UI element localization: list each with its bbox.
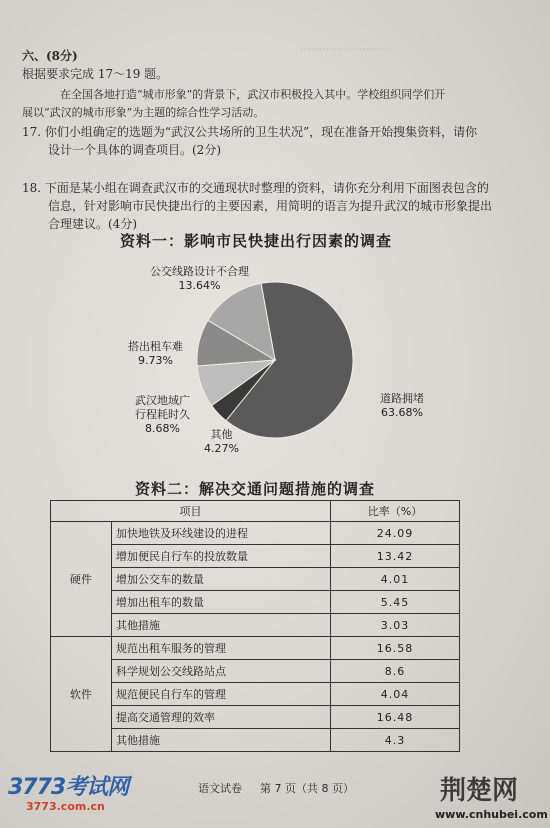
pie-label-bus-name: 公交线路设计不合理 — [150, 265, 249, 278]
table-header-row — [51, 501, 460, 522]
section-intro: 根据要求完成 17～19 题。 — [22, 67, 169, 81]
row-rate: 4.01 — [331, 568, 460, 591]
col-header-item: 项目 — [51, 501, 331, 522]
category-hardware: 硬件 — [51, 522, 112, 637]
table-title: 资料二：解决交通问题措施的调查 — [135, 480, 376, 498]
table-row — [51, 568, 460, 591]
row-item: 其他措施 — [112, 729, 331, 752]
watermark-logo-left: 3773考试网 — [8, 775, 129, 800]
row-rate: 3.03 — [331, 614, 460, 637]
pie-label-roads-name: 道路拥堵 — [380, 392, 424, 405]
question-18-line-3: 合理建议。(4分) — [48, 217, 137, 231]
pie-label-bus — [150, 265, 249, 293]
pie-label-wide — [135, 394, 190, 436]
question-18-line-2: 信息，针对影响市民快捷出行的主要因素，用简明的语言为提升武汉的城市形象提出 — [48, 199, 493, 213]
row-item: 增加便民自行车的投放数量 — [112, 545, 331, 568]
pie-label-bus-value: 13.64% — [178, 279, 221, 292]
row-item: 增加出租车的数量 — [112, 591, 331, 614]
row-item: 其他措施 — [112, 614, 331, 637]
row-rate: 16.58 — [331, 637, 460, 660]
row-rate: 13.42 — [331, 545, 460, 568]
table-row — [51, 729, 460, 752]
row-rate: 16.48 — [331, 706, 460, 729]
watermark-url-left: 3773.com.cn — [26, 800, 105, 813]
footer-page-number: 第 7 页（共 8 页） — [260, 782, 354, 795]
question-17-line-2: 设计一个具体的调查项目。(2分) — [48, 143, 221, 157]
chart-title: 资料一：影响市民快捷出行因素的调查 — [120, 232, 393, 250]
row-item: 规范出租车服务的管理 — [112, 637, 331, 660]
row-rate: 4.04 — [331, 683, 460, 706]
pie-label-taxi — [128, 340, 183, 368]
row-item: 增加公交车的数量 — [112, 568, 331, 591]
table-row — [51, 614, 460, 637]
col-header-rate: 比率（%） — [331, 501, 460, 522]
pie-label-roads — [380, 392, 424, 420]
pie-label-taxi-name: 搭出租车难 — [128, 340, 183, 353]
bleed-through-text: …………………… — [300, 40, 388, 53]
table-row — [51, 545, 460, 568]
pie-label-wide-name-1: 武汉地域广 — [135, 394, 190, 407]
category-software: 软件 — [51, 637, 112, 752]
table-row — [51, 660, 460, 683]
row-rate: 24.09 — [331, 522, 460, 545]
pie-label-roads-value: 63.68% — [381, 406, 423, 419]
table-row — [51, 637, 460, 660]
measures-table — [50, 500, 460, 752]
table-row — [51, 683, 460, 706]
pie-label-wide-name-2: 行程耗时久 — [135, 408, 190, 421]
row-item: 规范便民自行车的管理 — [112, 683, 331, 706]
pie-label-other-name: 其他 — [210, 428, 233, 441]
question-17-line-1: 17. 你们小组确定的选题为“武汉公共场所的卫生状况”，现在准备开始搜集资料，请你 — [22, 125, 478, 139]
row-rate: 8.6 — [331, 660, 460, 683]
watermark-url-right: www.cnhubei.com — [435, 808, 548, 821]
background-line-2: 展以“武汉的城市形象”为主题的综合性学习活动。 — [22, 106, 265, 119]
watermark-logo-right: 荆楚网 — [440, 776, 519, 806]
pie-label-taxi-value: 9.73% — [138, 354, 173, 367]
background-line-1: 在全国各地打造“城市形象”的背景下，武汉市积极投入其中。学校组织同学们开 — [60, 88, 446, 101]
section-heading: 六、(8分) — [22, 49, 78, 63]
table-row — [51, 591, 460, 614]
row-item: 加快地铁及环线建设的进程 — [112, 522, 331, 545]
pie-label-other — [204, 428, 239, 456]
row-rate: 5.45 — [331, 591, 460, 614]
row-item: 科学规划公交线路站点 — [112, 660, 331, 683]
footer-paper-name: 语文试卷 — [198, 782, 242, 795]
table-row — [51, 706, 460, 729]
pie-label-wide-value: 8.68% — [145, 422, 180, 435]
table-row — [51, 522, 460, 545]
row-rate: 4.3 — [331, 729, 460, 752]
pie-label-other-value: 4.27% — [204, 442, 239, 455]
row-item: 提高交通管理的效率 — [112, 706, 331, 729]
question-18-line-1: 18. 下面是某小组在调查武汉市的交通现状时整理的资料，请你充分利用下面图表包含的 — [22, 181, 489, 195]
